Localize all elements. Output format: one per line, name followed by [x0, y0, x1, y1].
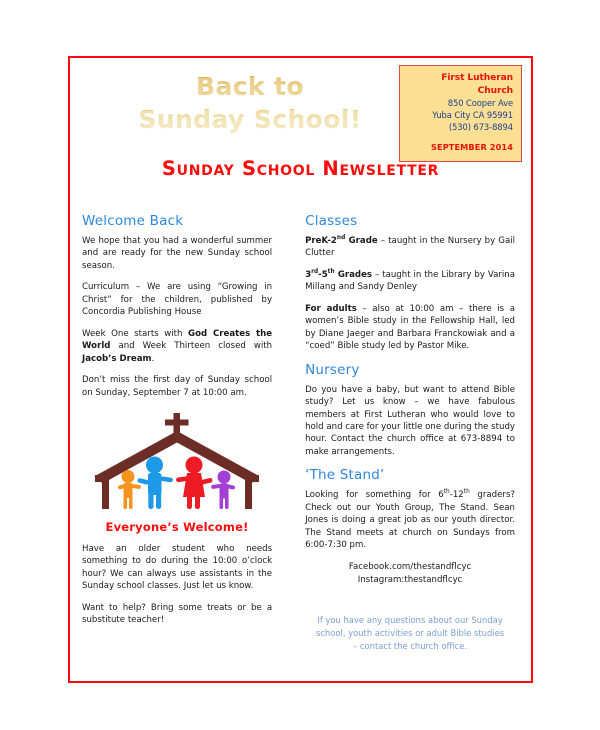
- social-links: [305, 561, 515, 587]
- welcome-paragraph-1: We hope that you had a wonderful summer and are ready for the new Sunday school season.: [82, 236, 273, 271]
- nursery-paragraph: Do you have a baby, but want to attend Bible study? Let us know – we have fabulous members at First Lutheran who would love to hold and care for your little one during the study hour. Contact the church office at 673-8894 to make arrangements.: [305, 384, 515, 457]
- ordinal-suffix-rd: rd: [311, 269, 319, 276]
- week-thirteen-text: and Week Thirteen closed with: [110, 341, 273, 352]
- church-with-family-icon: [93, 413, 261, 509]
- banner-title: [100, 70, 400, 136]
- body-columns: [70, 213, 531, 653]
- grades-word: Grades: [334, 269, 373, 280]
- class-listing-adults: [305, 303, 515, 353]
- section-heading-classes: Classes: [305, 213, 358, 229]
- church-street: 850 Cooper Ave: [447, 98, 513, 109]
- page-border-frame: [68, 56, 533, 683]
- lesson-title-creation: God Creates the World: [82, 328, 273, 352]
- church-family-graphic: [82, 413, 272, 514]
- period: .: [151, 353, 155, 364]
- welcome-paragraph-4: Don’t miss the first day of Sunday school on Sunday, September 7 at 10:00 am.: [82, 375, 273, 398]
- the-stand-text-b: -12: [449, 490, 464, 501]
- week-one-text: Week One starts with: [82, 328, 189, 339]
- grade-label-3: 3: [305, 269, 312, 280]
- section-heading-nursery: Nursery: [305, 361, 360, 378]
- banner-title-line2: Sunday School!: [138, 105, 362, 134]
- newsletter-content: [70, 58, 531, 681]
- for-adults-label: For adults: [305, 303, 357, 314]
- issue-date: SEPTEMBER 2014: [431, 142, 513, 153]
- church-address-box: [399, 65, 522, 162]
- class-listing-prek-2nd: [305, 235, 515, 260]
- grade-label-prek: PreK-2: [305, 236, 337, 246]
- grade-word: Grade: [345, 236, 378, 246]
- closing-line-1: If you have any questions about our Sunday: [317, 615, 503, 626]
- figure-adult-red: [176, 456, 213, 509]
- figure-child-orange: [118, 470, 142, 509]
- left-column: [70, 213, 286, 653]
- right-column: [286, 213, 531, 653]
- closing-line-2: school, youth activities or adult Bible studies: [315, 628, 505, 639]
- figure-child-purple: [211, 470, 236, 509]
- facebook-link[interactable]: Facebook.com/thestandflcyc: [348, 561, 472, 572]
- section-heading-the-stand: ‘The Stand’: [305, 467, 385, 484]
- everyones-welcome-paragraph-1: Have an older student who needs something to do during the 10:00 o’clock hour? We can always use assistants in the Sunday school classes. Just let us know.: [82, 543, 273, 592]
- church-phone: (530) 673-8894: [448, 122, 513, 133]
- class-detail-adults: – also at 10:00 am – there is a women’s Bible study in the Fellowship Hall, led by Diane Jaeger and Barbara Franckowiak and a “coed” Bible study led by Pastor Mike.: [305, 303, 515, 352]
- church-name: First Lutheran Church: [441, 73, 513, 96]
- instagram-link[interactable]: Instagram:thestandflcyc: [357, 574, 463, 585]
- ordinal-suffix-nd: nd: [336, 235, 346, 242]
- welcome-paragraph-2: Curriculum – We are using “Growing in Christ” for the children, published by Concordia Publishing House: [82, 282, 273, 318]
- masthead: [70, 58, 531, 180]
- grade-label-5: -5: [318, 269, 328, 280]
- ordinal-suffix-6th: th: [443, 489, 450, 496]
- class-detail-prek: – taught in the Nursery by Gail Clutter: [305, 236, 515, 259]
- lesson-title-jacobs-dream: Jacob’s Dream: [82, 353, 152, 364]
- section-heading-welcome-back: Welcome Back: [82, 213, 184, 229]
- newsletter-title: Sunday School Newsletter: [161, 157, 440, 180]
- welcome-paragraph-3: [82, 328, 272, 365]
- banner-title-line1: Back to: [195, 72, 304, 101]
- ordinal-suffix-th: th: [327, 269, 335, 276]
- the-stand-text-a: Looking for something for 6: [305, 490, 444, 501]
- the-stand-paragraph: [305, 489, 515, 551]
- closing-line-3: – contact the church office.: [353, 641, 468, 652]
- everyones-welcome-paragraph-2: Want to help? Bring some treats or be a substitute teacher!: [82, 602, 273, 626]
- ordinal-suffix-12th: th: [463, 489, 470, 496]
- section-heading-everyones-welcome: Everyone’s Welcome!: [105, 519, 249, 534]
- closing-note: [305, 614, 515, 653]
- class-detail-3rd-5th: – taught in the Library by Varina Millang and Sandy Denley: [305, 269, 515, 293]
- church-city-state-zip: Yuba City CA 95991: [432, 110, 513, 121]
- class-listing-3rd-5th: [305, 269, 515, 294]
- figure-adult-blue: [137, 456, 173, 509]
- the-stand-text-c: graders? Check out our Youth Group, The Stand. Sean Jones is doing a great job as our youth director. The Stand meets at church on Sundays from 6:00-7:30 pm.: [305, 490, 515, 551]
